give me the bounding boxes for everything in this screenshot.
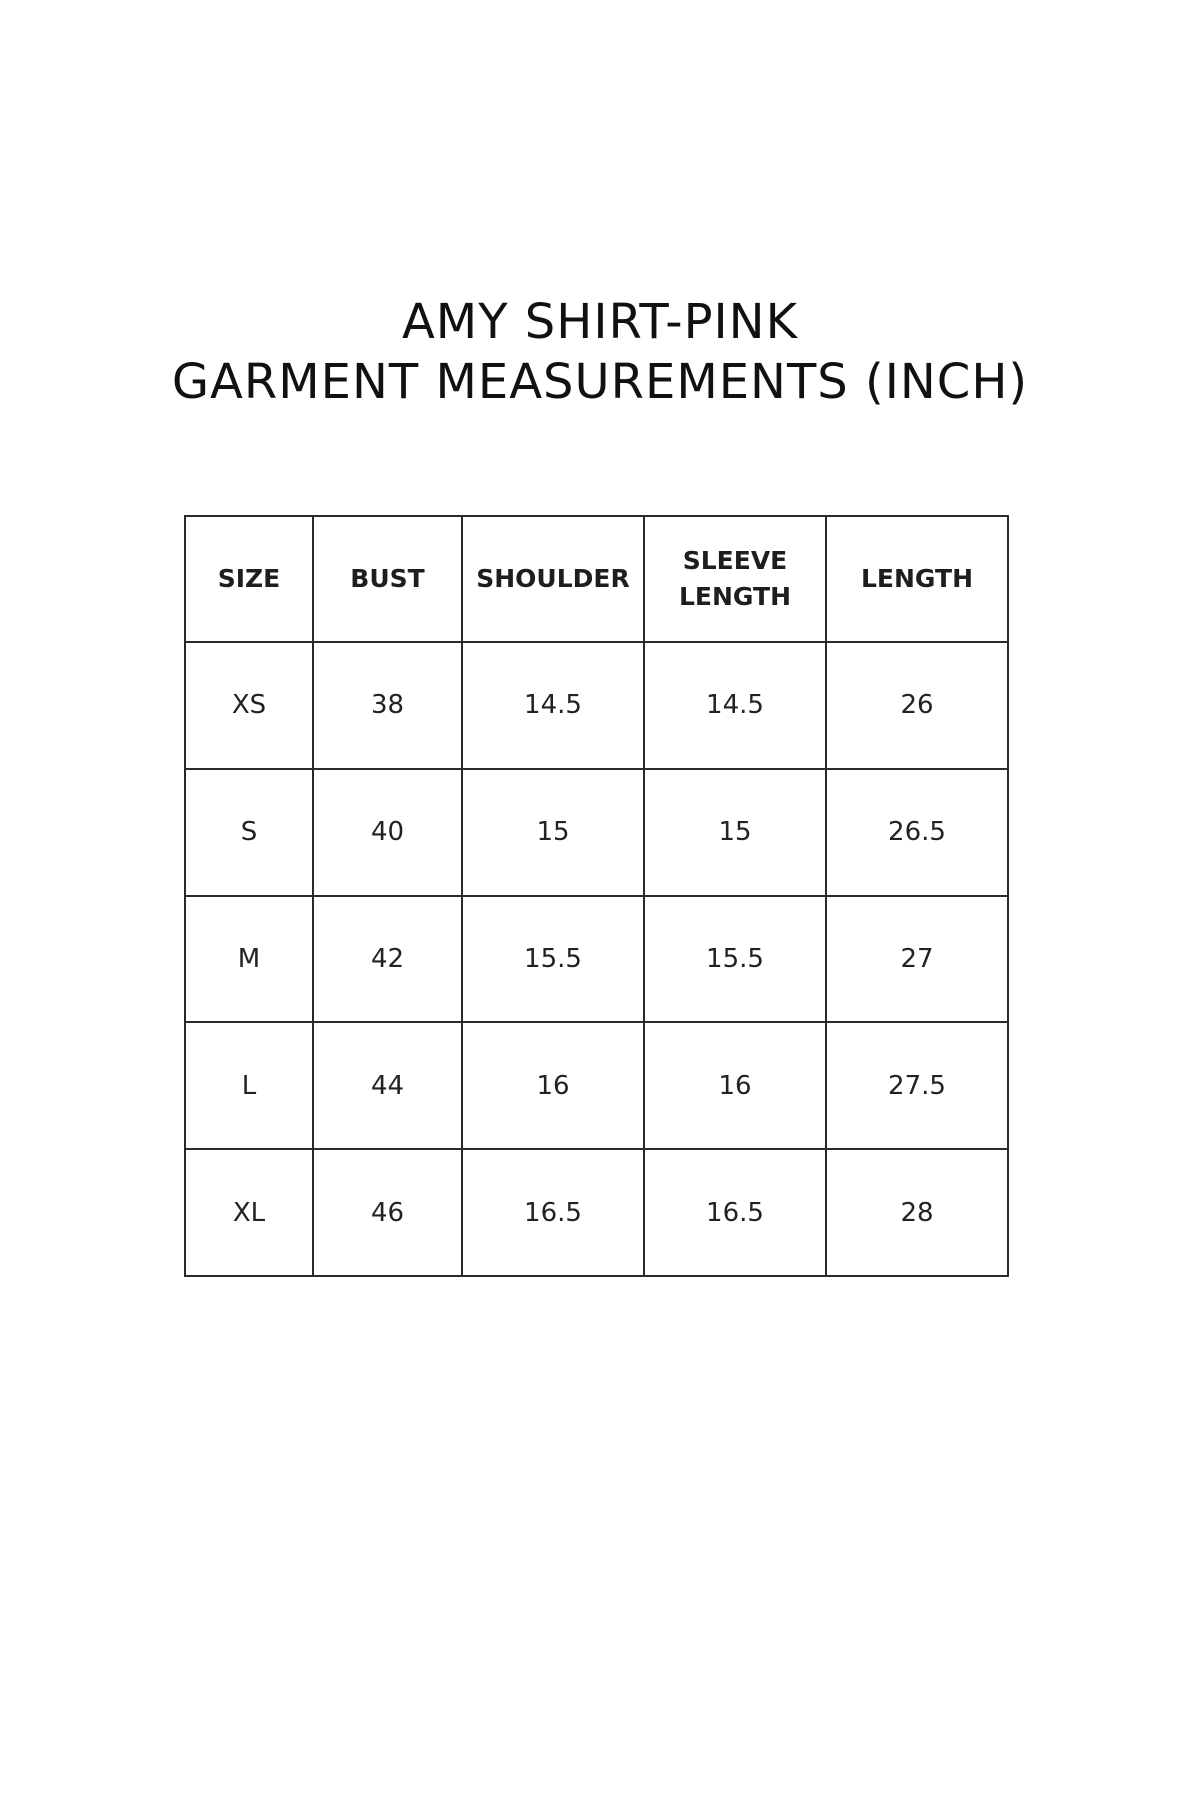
cell-size: XL bbox=[185, 1149, 313, 1276]
table-header-row bbox=[185, 516, 1008, 642]
cell-length: 27 bbox=[826, 896, 1008, 1023]
page-title bbox=[0, 292, 1200, 412]
cell-length: 26 bbox=[826, 642, 1008, 769]
cell-bust: 40 bbox=[313, 769, 462, 896]
cell-sleeve-length: 15 bbox=[644, 769, 826, 896]
table-row bbox=[185, 896, 1008, 1023]
header-length: LENGTH bbox=[826, 516, 1008, 642]
size-chart-table bbox=[184, 515, 1009, 1277]
cell-shoulder: 14.5 bbox=[462, 642, 644, 769]
cell-length: 26.5 bbox=[826, 769, 1008, 896]
cell-sleeve-length: 16 bbox=[644, 1022, 826, 1149]
table-row bbox=[185, 1022, 1008, 1149]
cell-shoulder: 16 bbox=[462, 1022, 644, 1149]
header-bust: BUST bbox=[313, 516, 462, 642]
cell-bust: 42 bbox=[313, 896, 462, 1023]
header-size: SIZE bbox=[185, 516, 313, 642]
cell-size: S bbox=[185, 769, 313, 896]
cell-size: M bbox=[185, 896, 313, 1023]
table-row bbox=[185, 642, 1008, 769]
table-row bbox=[185, 769, 1008, 896]
cell-shoulder: 15 bbox=[462, 769, 644, 896]
cell-size: XS bbox=[185, 642, 313, 769]
cell-sleeve-length: 15.5 bbox=[644, 896, 826, 1023]
product-title: AMY SHIRT-PINK bbox=[401, 294, 799, 350]
cell-sleeve-length: 14.5 bbox=[644, 642, 826, 769]
header-sleeve-length: SLEEVE LENGTH bbox=[644, 516, 826, 642]
table-row bbox=[185, 1149, 1008, 1276]
cell-bust: 38 bbox=[313, 642, 462, 769]
cell-length: 28 bbox=[826, 1149, 1008, 1276]
header-shoulder: SHOULDER bbox=[462, 516, 644, 642]
cell-length: 27.5 bbox=[826, 1022, 1008, 1149]
measurements-subtitle: GARMENT MEASUREMENTS (INCH) bbox=[171, 354, 1029, 410]
cell-bust: 46 bbox=[313, 1149, 462, 1276]
cell-bust: 44 bbox=[313, 1022, 462, 1149]
cell-shoulder: 16.5 bbox=[462, 1149, 644, 1276]
cell-shoulder: 15.5 bbox=[462, 896, 644, 1023]
cell-size: L bbox=[185, 1022, 313, 1149]
cell-sleeve-length: 16.5 bbox=[644, 1149, 826, 1276]
